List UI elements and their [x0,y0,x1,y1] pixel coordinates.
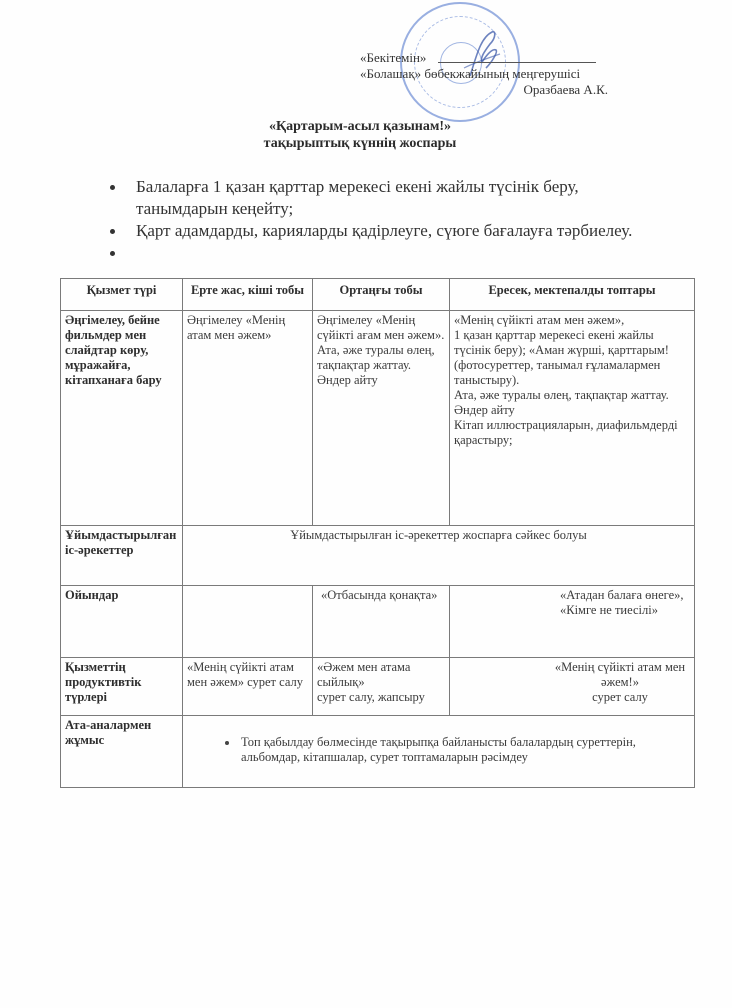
cell-text: сурет салу [592,690,648,704]
row-activity: Ата-аналармен жұмыс [61,716,183,788]
cell-senior [450,586,695,658]
cell-text: Әңгімелеу «Менің сүйікті ағам мен әжем». [317,313,445,342]
cell-middle [313,311,450,526]
goal-item-empty [108,242,638,262]
parent-work-list [187,735,690,765]
cell-text: Ата, әже туралы өлең, тақпақтар жаттау. Әндер айту [454,388,669,417]
cell-text: «Атадан балаға өнеге», [560,588,684,602]
cell-senior [450,311,695,526]
table-row [61,716,695,788]
table-row [61,658,695,716]
cell-text: «Кімге не тиесілі» [560,603,658,617]
cell-text: «Әжем мен атама сыйлық» [317,660,411,689]
approval-block [360,50,630,98]
cell-text: 1 қазан қарттар мерекесі екені жайлы түсінік беру); «Аман жүрші, қарттарым! (фотосуреттер, танымал ғұламалармен таныстыру). [454,328,669,387]
approver-position: «Болашақ» бөбекжайының меңгерушісі [360,66,581,81]
title-line-2: тақырыптық күннің жоспары [263,136,457,151]
header-activity-type: Қызмет түрі [61,279,183,311]
cell-middle [313,658,450,716]
goal-item: Қарт адамдарды, карияларды қадірлеуге, сүюге бағалауға тәрбиелеу. [108,220,638,242]
cell-text: «Менің сүйікті атам мен әжем!» [554,660,686,689]
cell-early: Әңгімелеу «Менің атам мен әжем» [183,311,313,526]
table-row [61,586,695,658]
cell-middle: «Отбасында қонақта» [313,586,450,658]
cell-text: Кітап иллюстрацияларын, диафильмдерді қарастыру; [454,418,678,447]
list-item: Топ қабылдау бөлмесінде тақырыпқа байланысты балалардың суреттерін, альбомдар, кітапшалар, сурет топтамаларын рәсімдеу [223,735,690,765]
cell-merged [183,716,695,788]
plan-table [60,278,695,788]
approval-label: «Бекітемін» [360,50,427,65]
header-early-group: Ерте жас, кіші тобы [183,279,313,311]
cell-early: «Менің сүйікті атам мен әжем» сурет салу [183,658,313,716]
cell-merged: Ұйымдастырылған іс-әрекеттер жоспарға сәйкес болуы [183,526,695,586]
page-title [200,118,520,152]
cell-text: Ата, әже туралы өлең, тақпақтар жаттау. Әндер айту [317,343,435,387]
approver-name: Оразбаева А.К. [523,82,608,97]
title-line-1: «Қартарым-асыл қазынам!» [268,119,452,134]
row-activity: Қызметтің продуктивтік түрлері [61,658,183,716]
goal-item: Балаларға 1 қазан қарттар мерекесі екені жайлы түсінік беру, танымдарын кеңейту; [108,176,638,220]
header-middle-group: Ортаңғы тобы [313,279,450,311]
goals-list [108,176,638,262]
table-header-row [61,279,695,311]
cell-early [183,586,313,658]
cell-text: «Менің сүйікті атам мен әжем», [454,313,625,327]
table-row [61,311,695,526]
cell-text: сурет салу, жапсыру [317,690,425,704]
header-senior-group: Ересек, мектепалды топтары [450,279,695,311]
row-activity: Ұйымдастырылған іс-әрекеттер [61,526,183,586]
table-row [61,526,695,586]
signature-line [438,62,596,63]
row-activity: Әңгімелеу, бейне фильмдер мен слайдтар көру, мұражайға, кітапханаға бару [61,311,183,526]
cell-senior [450,658,695,716]
row-activity: Ойындар [61,586,183,658]
